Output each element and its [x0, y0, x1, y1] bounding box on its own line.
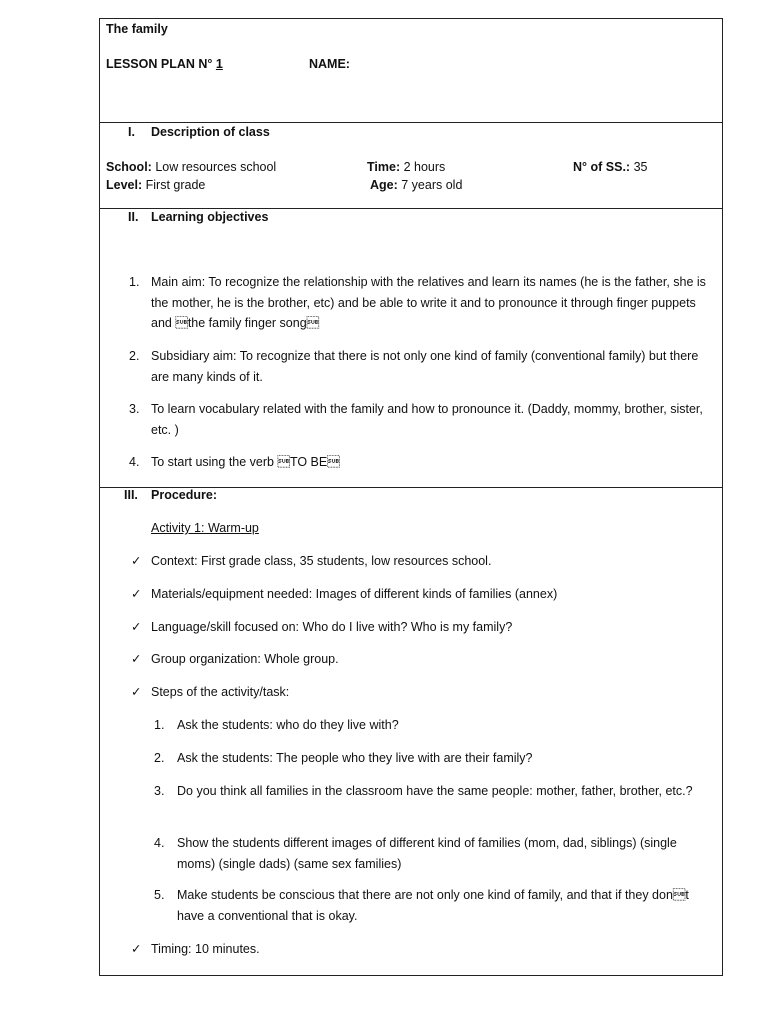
school-field [106, 159, 276, 175]
check-mark-icon: ✓ [131, 587, 142, 601]
procedure-check-item: Context: First grade class, 35 students, low resources school. [151, 554, 492, 568]
objective-item: To start using the verb TO BE [151, 455, 340, 469]
level-label: Level: [106, 178, 143, 192]
ss-value: 35 [630, 160, 648, 174]
check-mark-icon: ✓ [131, 554, 142, 568]
objective-number: 4. [129, 455, 140, 469]
school-value: Low resources school [151, 160, 277, 174]
activity-title: Activity 1: Warm-up [151, 521, 259, 535]
check-mark-icon: ✓ [131, 685, 142, 699]
step-item: Ask the students: who do they live with? [177, 718, 399, 732]
step-number: 1. [154, 718, 165, 732]
step-number: 2. [154, 751, 165, 765]
step-number: 3. [154, 784, 165, 798]
age-field [370, 177, 462, 193]
lesson-plan-label [106, 56, 223, 72]
check-mark-icon: ✓ [131, 620, 142, 634]
step-item: Do you think all families in the classroom have the same people: mother, father, brother, etc.? [177, 784, 693, 798]
step-item: Ask the students: The people who they live with are their family? [177, 751, 533, 765]
time-value: 2 hours [400, 160, 446, 174]
step-item: Make students be conscious that there are not only one kind of family, and that if they dont have a conventional that is okay. [177, 888, 689, 923]
procedure-check-item: Materials/equipment needed: Images of different kinds of families (annex) [151, 587, 558, 601]
school-label: School: [106, 160, 152, 174]
lesson-plan-document [99, 18, 723, 976]
time-label: Time: [367, 160, 401, 174]
objective-number: 1. [129, 275, 140, 289]
check-mark-icon: ✓ [131, 652, 142, 666]
timing-item: Timing: 10 minutes. [151, 942, 260, 956]
check-mark-icon: ✓ [131, 942, 142, 956]
ss-label: N° of SS.: [573, 160, 631, 174]
age-value: 7 years old [397, 178, 463, 192]
procedure-check-item: Group organization: Whole group. [151, 652, 339, 666]
step-number: 4. [154, 836, 165, 850]
level-field [106, 177, 205, 193]
section1-numeral: I. [128, 125, 135, 139]
procedure-check-item: Language/skill focused on: Who do I live with? Who is my family? [151, 620, 513, 634]
section3-numeral: III. [124, 488, 138, 502]
ss-field [573, 159, 647, 175]
objective-number: 3. [129, 402, 140, 416]
section3-title: Procedure: [151, 488, 217, 502]
name-label: NAME: [309, 57, 350, 71]
level-value: First grade [142, 178, 206, 192]
objective-item: Subsidiary aim: To recognize that there is not only one kind of family (conventional family) but there are many kinds of it. [151, 349, 699, 384]
lesson-plan-number: 1 [215, 57, 223, 71]
objectives-section [100, 208, 722, 487]
topic-title: The family [106, 22, 168, 36]
procedure-check-item: Steps of the activity/task: [151, 685, 290, 699]
procedure-section [100, 487, 722, 975]
section2-numeral: II. [128, 210, 139, 224]
objective-item: To learn vocabulary related with the family and how to pronounce it. (Daddy, mommy, brother, sister, etc. ) [151, 402, 703, 437]
header-section [100, 19, 722, 122]
description-section [100, 122, 722, 208]
objective-item: Main aim: To recognize the relationship with the relatives and learn its names (he is the father, she is the mother, he is the brother, etc) and be able to write it and to pronounce it through finger puppets and the family finger song [151, 275, 706, 330]
step-item: Show the students different images of different kind of families (mom, dad, siblings) (single moms) (single dads) (same sex families) [177, 836, 677, 871]
age-label: Age: [370, 178, 398, 192]
section1-title: Description of class [151, 125, 270, 139]
lesson-plan-label-text: LESSON PLAN N° [106, 57, 213, 71]
time-field [367, 159, 445, 175]
objective-number: 2. [129, 349, 140, 363]
step-number: 5. [154, 888, 165, 902]
section2-title: Learning objectives [151, 210, 269, 224]
